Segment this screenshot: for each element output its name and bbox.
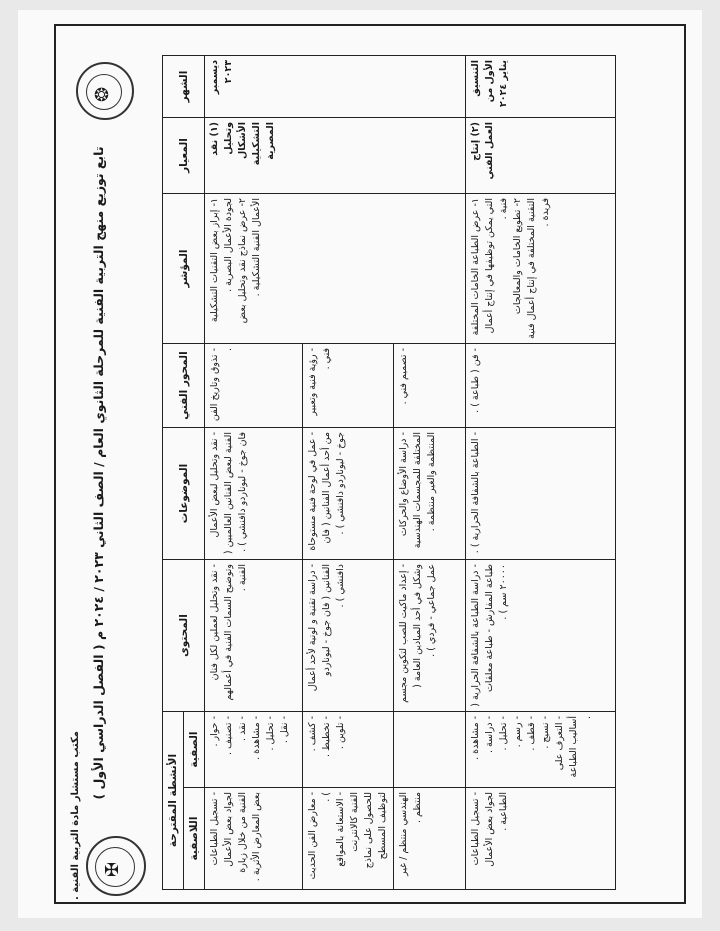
indicator-line: ٢- عرض نماذج نقد وتحليل بعض الأعمال الفنية التشكيلية . (237, 198, 262, 324)
table-row (466, 56, 616, 890)
rotated-document (70, 40, 692, 906)
col-topics: الموضوعات (163, 428, 205, 560)
indicator-cell (205, 194, 466, 344)
month-cell: ديسمبر ٢٠٢٣ (205, 56, 466, 118)
axis-cell: - فن ( طباعة ) . (466, 344, 616, 428)
criterion-cell: (١) نقد وتحليل الأشكال التشكيلية المصرية (205, 118, 466, 194)
col-content: المحتوى (163, 560, 205, 712)
class-activity-cell (394, 712, 466, 788)
extra-activity-cell: - تسجيل الطباعات لجواد بعض الأعمال الطباعية . (466, 788, 616, 890)
axis-cell: - تذوق وتاريخ الفن . (205, 344, 303, 428)
topics-cell: - نقد وتحليل لبعض الأعمال الفنية لبعض الفنانين العالميين ( فان جوخ - ليوناردو دافنشي ) . (205, 428, 303, 560)
topics-cell: - الطباعة بالشفافة الحرارية ) . (466, 428, 616, 560)
curriculum-table (162, 55, 616, 890)
content-cell: - دراسة تقنية و لونية لأحد أعمال الفنانين ( فان جوخ - ليوناردو دافنشي ) . (303, 560, 394, 712)
topics-cell: - عمل في لوحة فنية مستوحاة من أحد أعمال الفنانين ( فان جوخ - ليوناردو دافنشي ) . (303, 428, 394, 560)
org-caption: مكتب مستشار مادة التربية الفنية . (70, 731, 81, 900)
extra-activity-cell: - معارض الفن الحديث ) . - الاستعانة بالمواقع الفنية كالانترنت للحصول على نماذج لتوظيف المسطح (303, 788, 394, 890)
indicator-cell (466, 194, 616, 344)
table-header-row (163, 56, 184, 890)
axis-cell: - تصميم فني . (394, 344, 466, 428)
criterion-cell: (٢) إنتاج العمل الفني (466, 118, 616, 194)
col-class: الصفية (184, 712, 205, 788)
class-activity-cell: - مشاهدة . - دراسة . - تحليل . - رسم . - قطف . - نسيج . - التعرف على أساليب الطباعة . (466, 712, 616, 788)
col-activities: الأنشطة المقترحة (163, 712, 184, 890)
document-title (90, 40, 150, 906)
content-cell: - إعداد ماكيت للصب لتكوين مجسم وشكل في أحد الميادين العامة ( عمل جماعي - فردي ) . (394, 560, 466, 712)
eagle-icon: ✠ (102, 861, 123, 877)
topics-cell: - دراسة الأوضاع والحركات المختلفة للمجسمات الهندسية المنتظمة والغير منتظمة . (394, 428, 466, 560)
indicator-line: ١- إبراز بعض التقنيات التشكيلية لجودة الأعمال البصرية . (209, 198, 234, 323)
title-text: تابع توزيع منهج التربية الفنية للمرحلة الثانوي العام / الصف الثاني ٢٠٢٣ / ٢٠٢٤ م ( الفصل الدراسي الأول ) (91, 146, 106, 800)
col-month: الشهر (163, 56, 205, 118)
extra-activity-cell: - تسجيل الطباعات لجواد بعض الأعمال الفنية من خلال زيارة بعض المعارض الأثرية . (205, 788, 303, 890)
indicator-line: ١- عرض الطباعة الخامات المختلفة التي يمكن توظيفها في إنتاج أعمال فنية . (470, 198, 509, 336)
class-activity-cell: - كشف . - تخطيط . - تلوين . (303, 712, 394, 788)
col-axis: المحور الفني (163, 344, 205, 428)
col-criterion: المعيار (163, 118, 205, 194)
content-cell: - نقد وتحليل لعملين لكل فنان وتوضيح السمات الفنية في أعمالهم الفنية . (205, 560, 303, 712)
class-activity-cell: - حوار . - تصنيف . - نقد . - مشاهدة . - تحليل . - نقل . (205, 712, 303, 788)
indicator-line: ٢- تطويع الخامات والمعالجات التقنية المختلفة في إنتاج أعمال فنية فريدة . (512, 198, 551, 339)
col-indicator: المؤشر (163, 194, 205, 344)
month-cell: التنسيق الأول من يناير ٢٠٢٤ (466, 56, 616, 118)
table-row (205, 56, 303, 890)
seal-mark-icon: ❂ (92, 86, 113, 102)
content-cell: - دراسة الطباعة بالشفافة الحرارية ( طباعة المفارش - طباعة معلقات ٢٠٠٠٠ سم ) . (466, 560, 616, 712)
axis-cell: - رؤية فنية وتعبير فني . (303, 344, 394, 428)
col-extra: اللاصفية (184, 788, 205, 890)
extra-activity-cell: الهندسي منتظم / غير منتظم . (394, 788, 466, 890)
